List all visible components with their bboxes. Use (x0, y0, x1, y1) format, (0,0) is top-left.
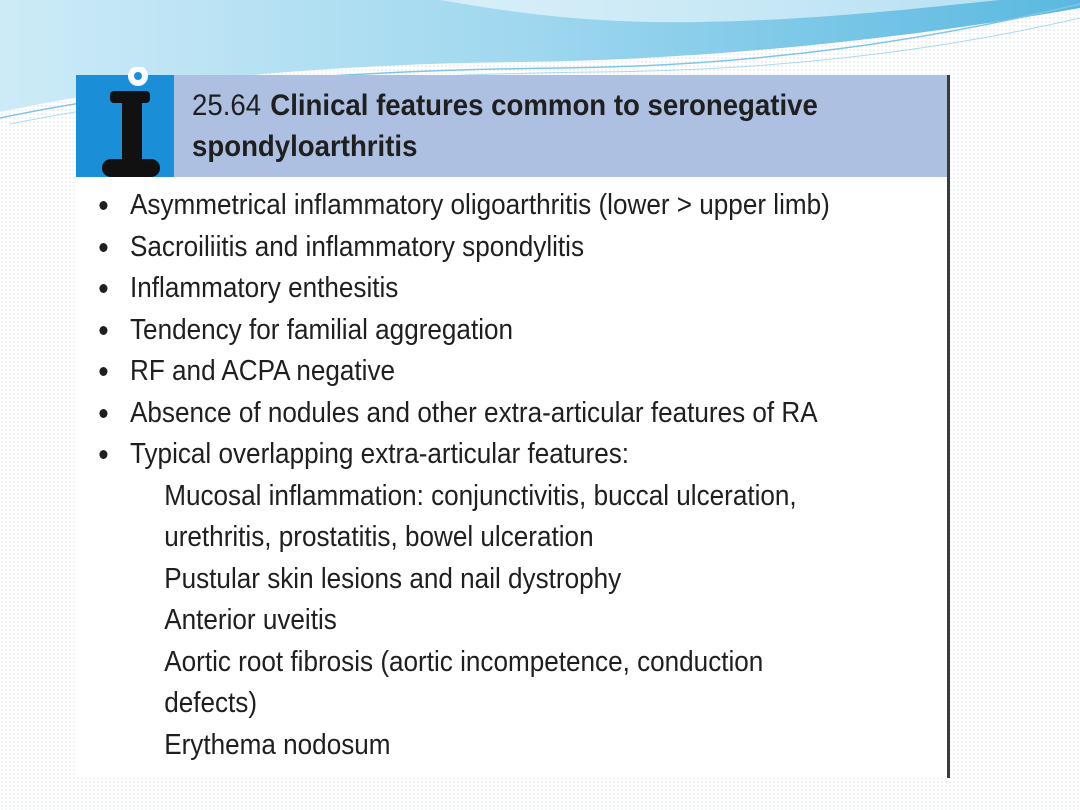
sub-list-item: Mucosal inflammation: conjunctivitis, buccal ulceration, (164, 479, 797, 512)
sub-list-item: Anterior uveitis (164, 604, 337, 636)
bullet-icon (99, 326, 107, 335)
info-icon (76, 67, 174, 177)
list-item-text: RF and ACPA negative (130, 355, 396, 387)
extra-articular-list (130, 476, 904, 767)
sub-list-item: Pustular skin lesions and nail dystrophy (164, 562, 622, 595)
box-header (76, 75, 947, 177)
sub-list-item: defects) (164, 687, 258, 719)
list-item-text: Asymmetrical inflammatory oligoarthritis (lower > upper limb) (130, 189, 830, 221)
list-item (94, 310, 904, 352)
info-box (76, 75, 950, 778)
bullet-icon (99, 367, 107, 376)
list-item (94, 185, 904, 227)
list-item-text: Inflammatory enthesitis (130, 272, 399, 304)
list-item (94, 434, 904, 766)
table-title-line2: spondyloarthritis (192, 130, 418, 163)
list-item (94, 393, 904, 435)
feature-list (94, 185, 904, 766)
list-item-text: Tendency for familial aggregation (130, 313, 514, 346)
list-item-text: Typical overlapping extra-articular features: (130, 438, 630, 470)
sub-list-item: Aortic root fibrosis (aortic incompetence, conduction (164, 645, 764, 678)
list-item-text: Absence of nodules and other extra-articular features of RA (130, 396, 818, 429)
table-title-line1: Clinical features common to seronegative (270, 89, 818, 122)
list-item (94, 351, 904, 393)
list-item (94, 227, 904, 269)
bullet-icon (99, 243, 107, 252)
sub-list-item: urethritis, prostatitis, bowel ulceration (164, 521, 594, 553)
table-number: 25.64 (192, 89, 262, 122)
sub-list-item: Erythema nodosum (164, 728, 391, 761)
bullet-icon (99, 284, 107, 293)
info-icon-block (76, 75, 174, 177)
bullet-icon (99, 409, 107, 418)
bullet-icon (99, 201, 107, 210)
list-item-text: Sacroiliitis and inflammatory spondylitis (130, 230, 585, 263)
box-title (192, 85, 873, 167)
bullet-icon (99, 450, 107, 459)
list-item (94, 268, 904, 310)
